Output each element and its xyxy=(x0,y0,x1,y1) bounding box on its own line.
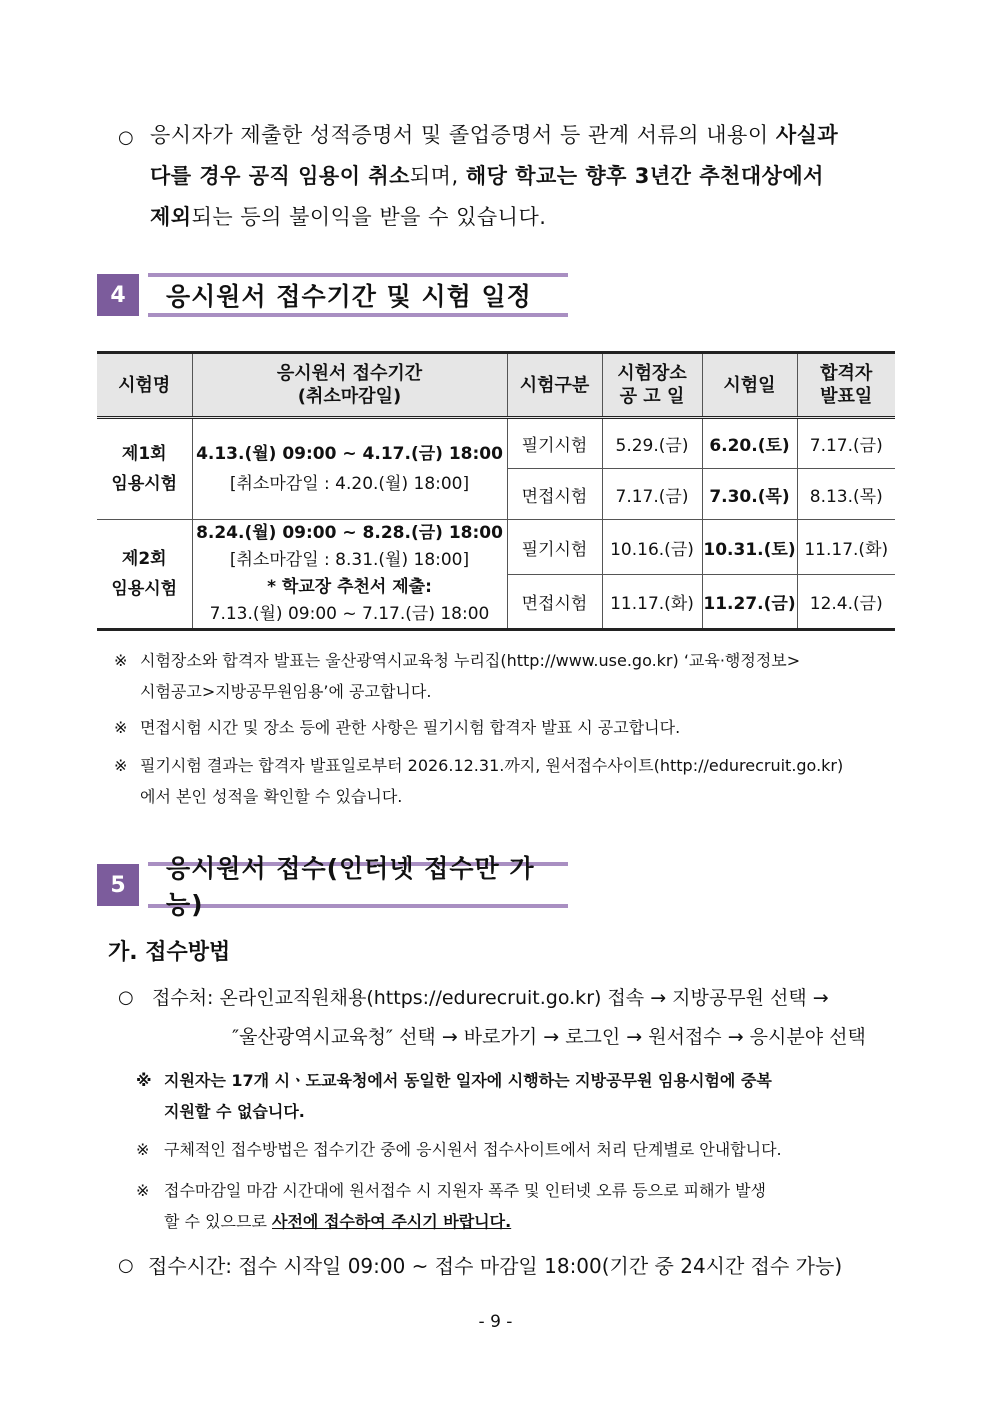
intro-line-3: 제외되는 등의 불이익을 받을 수 있습니다. xyxy=(150,205,547,229)
exam-date: 7.30.(목) xyxy=(702,469,797,520)
table-row xyxy=(97,418,895,469)
bullet-circle: ○ xyxy=(118,127,134,148)
section-4-number: 4 xyxy=(97,274,139,316)
reference-mark: ※ xyxy=(114,718,128,737)
header-type: 시험구분 xyxy=(507,353,602,418)
section-5-number: 5 xyxy=(97,864,139,906)
round-1-period: 4.13.(월) 09:00 ~ 4.17.(금) 18:00 [취소마감일 : 4.20.(월) 18:00] xyxy=(192,418,507,520)
venue-notice-date: 10.16.(금) xyxy=(602,520,702,575)
exam-type: 필기시험 xyxy=(507,418,602,469)
venue-notice-date: 7.17.(금) xyxy=(602,469,702,520)
round-1-name: 제1회 임용시험 xyxy=(97,418,192,520)
subheading-application-method: 가. 접수방법 xyxy=(108,940,231,965)
header-period: 응시원서 접수기간 (취소마감일) xyxy=(192,353,507,418)
exam-date: 6.20.(토) xyxy=(702,418,797,469)
exam-date: 10.31.(토) xyxy=(702,520,797,575)
exam-date: 11.27.(금) xyxy=(702,575,797,630)
table-row xyxy=(97,520,895,575)
venue-notice-date: 5.29.(금) xyxy=(602,418,702,469)
exam-schedule-table xyxy=(97,351,895,631)
round-2-period: 8.24.(월) 09:00 ~ 8.28.(금) 18:00 [취소마감일 : 8.31.(월) 18:00] * 학교장 추천서 제출: 7.13.(월) 09:00 ~ 7.17.(금) 18:00 xyxy=(192,520,507,630)
reference-mark: ※ xyxy=(136,1181,150,1200)
reference-mark: ※ xyxy=(114,651,128,670)
intro-line-2: 다를 경우 공직 임용이 취소되며, 해당 학교는 향후 3년간 추천대상에서 xyxy=(150,164,824,188)
application-time: 접수시간: 접수 시작일 09:00 ~ 접수 마감일 18:00(기간 중 24시간 접수 가능) xyxy=(148,1254,843,1278)
reference-mark: ※ xyxy=(136,1140,150,1159)
note-application-guide: 구체적인 접수방법은 접수기간 중에 응시원서 접수사이트에서 처리 단계별로 안내합니다. xyxy=(164,1140,782,1159)
result-date: 11.17.(화) xyxy=(797,520,895,575)
warning-duplicate-application: 지원자는 17개 시ㆍ도교육청에서 동일한 일자에 시행하는 지방공무원 임용시험에 중복 지원할 수 없습니다. xyxy=(164,1071,772,1121)
result-date: 12.4.(금) xyxy=(797,575,895,630)
header-exam-name: 시험명 xyxy=(97,353,192,418)
round-2-name: 제2회 임용시험 xyxy=(97,520,192,630)
exam-type: 면접시험 xyxy=(507,575,602,630)
bullet-circle: ○ xyxy=(118,1255,134,1276)
page-number: - 9 - xyxy=(478,1312,513,1332)
intro-paragraph xyxy=(150,115,900,238)
exam-type: 필기시험 xyxy=(507,520,602,575)
header-venue-notice: 시험장소 공 고 일 xyxy=(602,353,702,418)
note-early-application: 접수마감일 마감 시간대에 원서접수 시 지원자 폭주 및 인터넷 오류 등으로 피해가 발생 할 수 있으므로 사전에 접수하여 주시기 바랍니다. xyxy=(164,1181,766,1231)
application-place: 접수처: 온라인교직원채용(https://edurecruit.go.kr) 접속 → 지방공무원 선택 → ″울산광역시교육청″ 선택 → 바로가기 → 로그인 → 원서접수 → 응시분야 선택 xyxy=(152,987,866,1048)
note-venue-announcement: 시험장소와 합격자 발표는 울산광역시교육청 누리집(http://www.use.go.kr) ‘교육·행정정보> 시험공고>지방공무원임용’에 공고합니다. xyxy=(140,651,801,701)
note-written-results: 필기시험 결과는 합격자 발표일로부터 2026.12.31.까지, 원서접수사이트(http://edurecruit.go.kr) 에서 본인 성적을 확인할 수 있습니다. xyxy=(140,756,844,806)
reference-mark: ※ xyxy=(136,1071,152,1090)
header-result-date: 합격자 발표일 xyxy=(797,353,895,418)
section-5-title: 응시원서 접수(인터넷 접수만 가능) xyxy=(148,862,568,908)
exam-type: 면접시험 xyxy=(507,469,602,520)
reference-mark: ※ xyxy=(114,756,128,775)
result-date: 8.13.(목) xyxy=(797,469,895,520)
intro-line-1: 응시자가 제출한 성적증명서 및 졸업증명서 등 관계 서류의 내용이 사실과 xyxy=(150,123,839,147)
venue-notice-date: 11.17.(화) xyxy=(602,575,702,630)
section-4-title: 응시원서 접수기간 및 시험 일정 xyxy=(148,273,568,317)
header-exam-date: 시험일 xyxy=(702,353,797,418)
table-header-row xyxy=(97,353,895,418)
result-date: 7.17.(금) xyxy=(797,418,895,469)
bullet-circle: ○ xyxy=(118,987,134,1008)
note-interview-details: 면접시험 시간 및 장소 등에 관한 사항은 필기시험 합격자 발표 시 공고합니다. xyxy=(140,718,681,737)
